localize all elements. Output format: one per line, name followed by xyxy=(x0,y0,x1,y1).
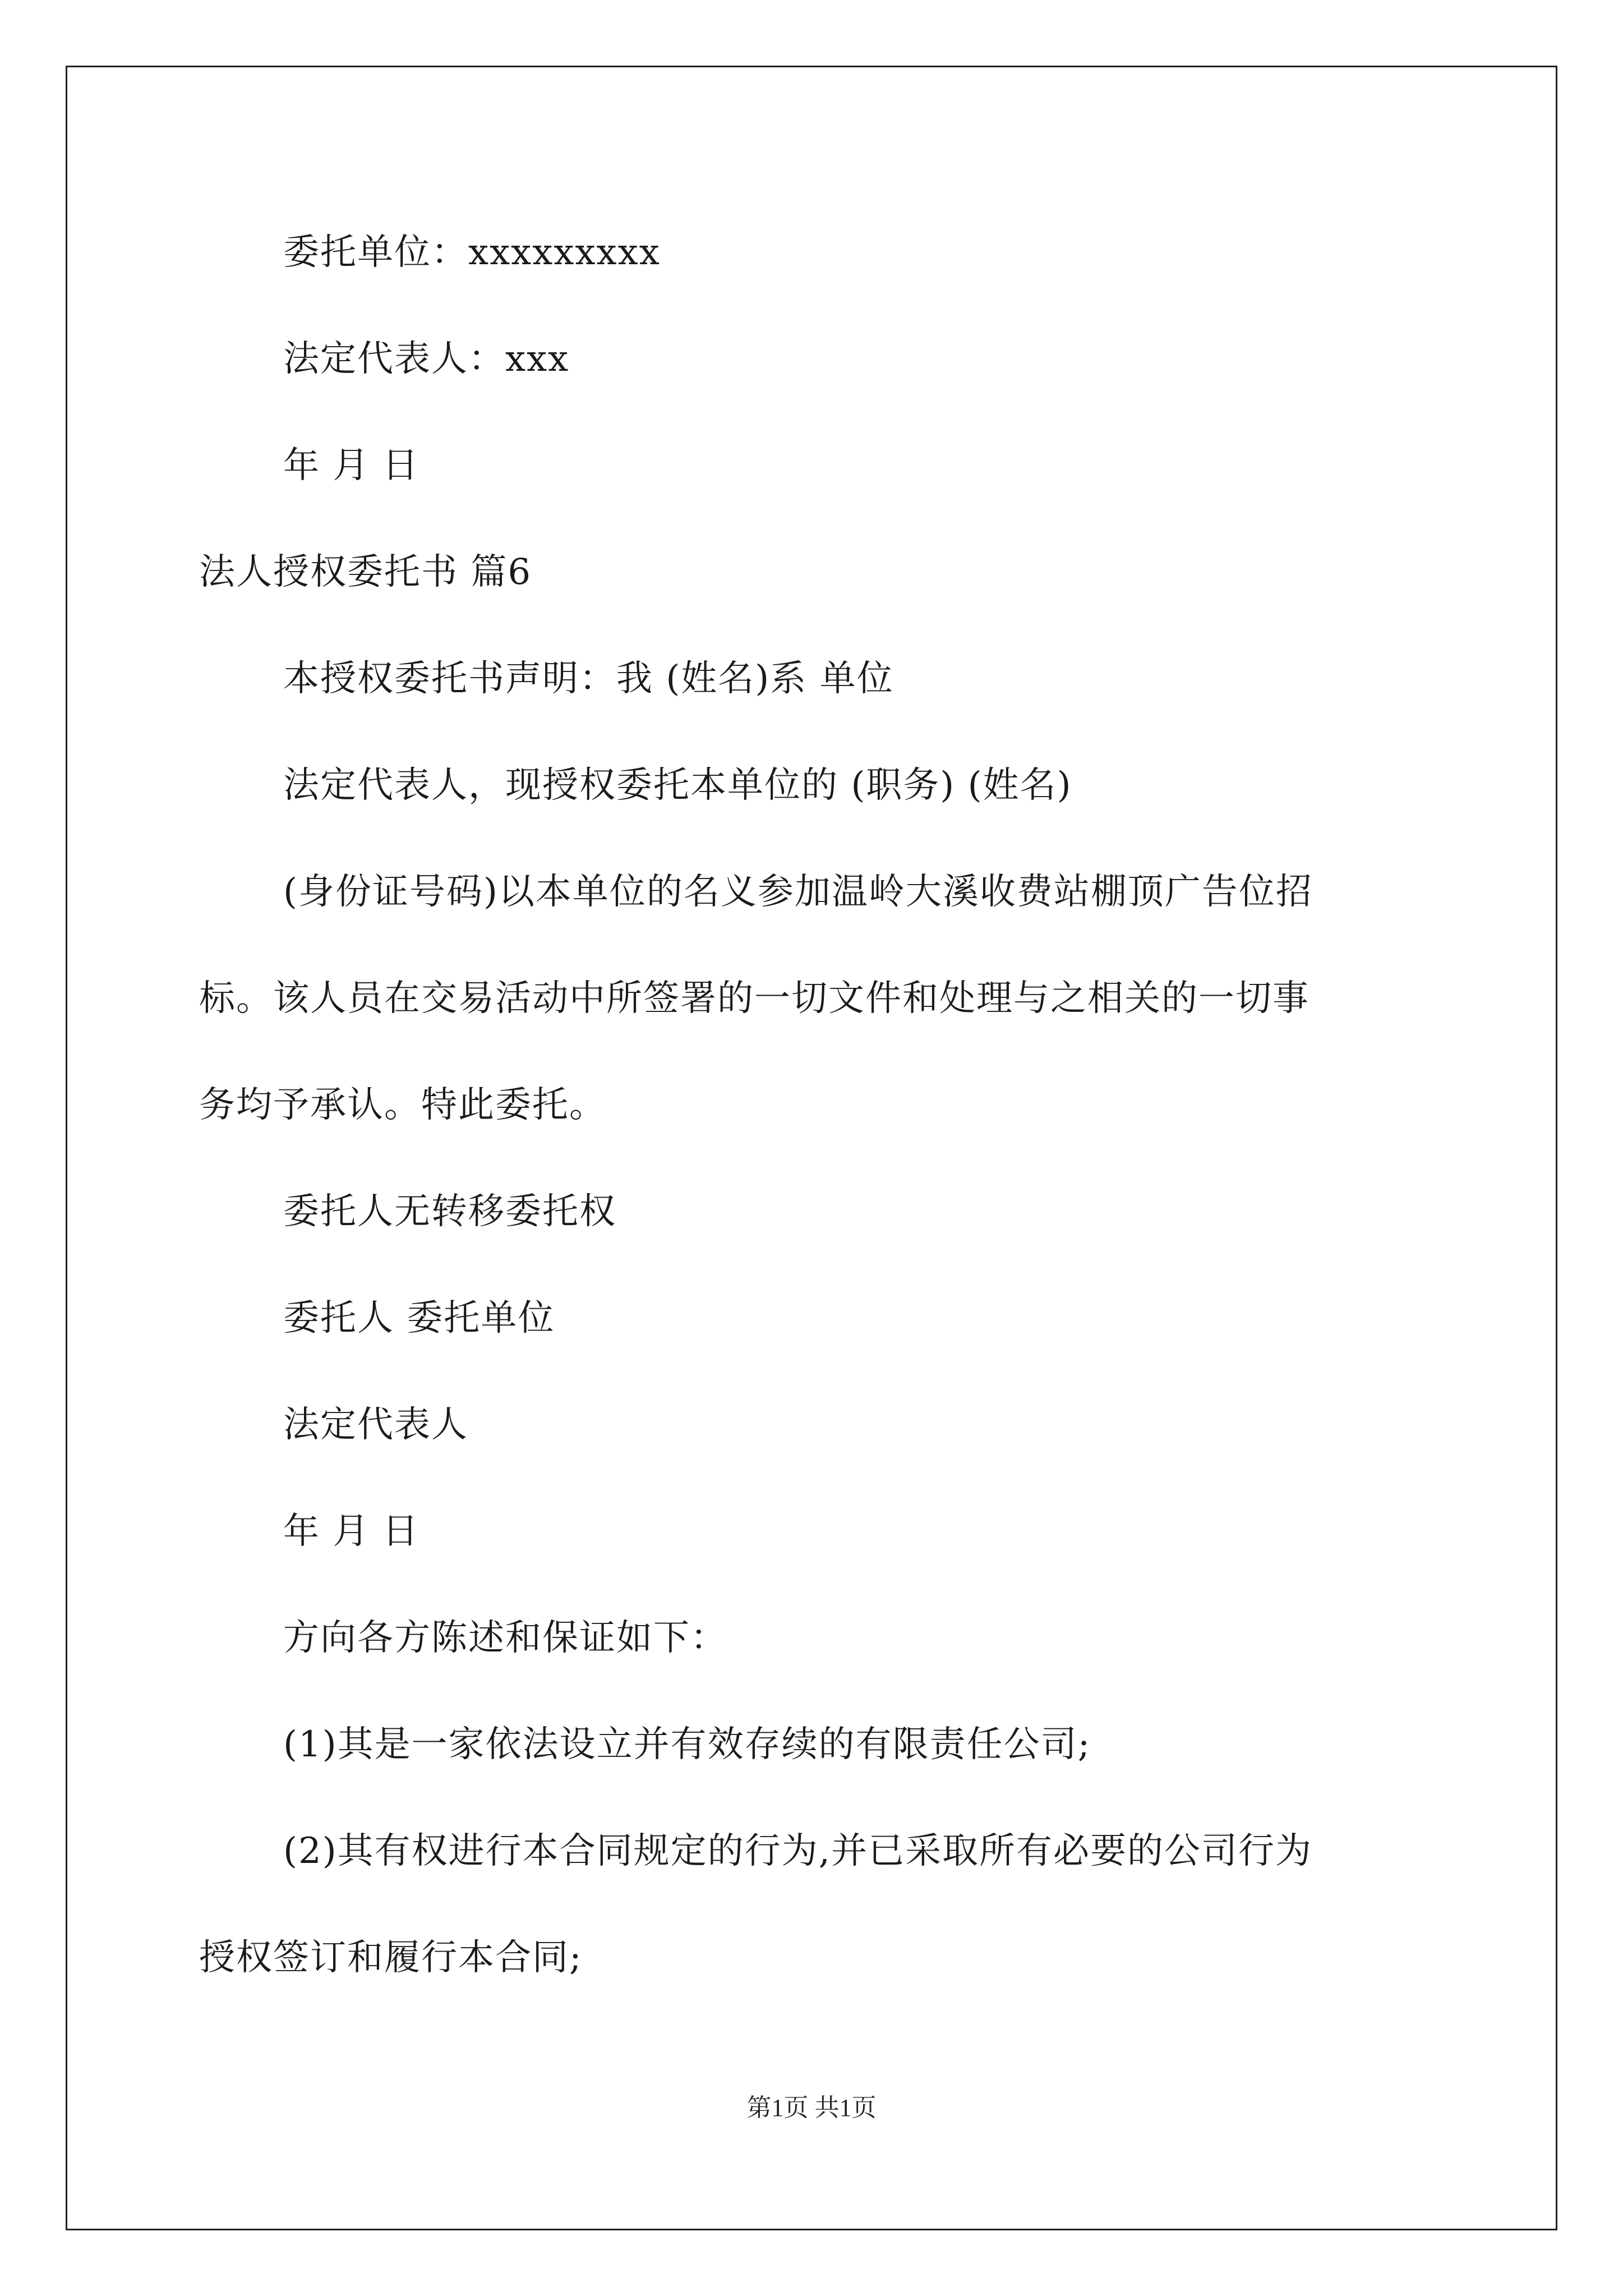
paragraph-line: 标。该人员在交易活动中所签署的一切文件和处理与之相关的一切事 xyxy=(199,978,1310,1019)
legal-rep-line: 法定代表人：xxx xyxy=(283,338,570,380)
clause-2-continued: 授权签订和履行本合同; xyxy=(199,1937,583,1978)
page-footer: 第1页 共1页 xyxy=(746,2094,877,2122)
statement-line: 本授权委托书声明：我 (姓名)系 单位 xyxy=(283,658,894,700)
signatory-line: 委托人 委托单位 xyxy=(283,1297,555,1339)
clause-1: (1)其是一家依法设立并有效存续的有限责任公司; xyxy=(283,1724,1091,1765)
legal-rep-signature-line: 法定代表人 xyxy=(283,1404,468,1446)
client-unit-line: 委托单位：xxxxxxxxx xyxy=(283,232,661,273)
authorization-line: 法定代表人，现授权委托本单位的 (职务) (姓名) xyxy=(283,765,1072,806)
date-line: 年 月 日 xyxy=(283,1511,419,1552)
no-transfer-line: 委托人无转移委托权 xyxy=(283,1191,616,1232)
date-line: 年 月 日 xyxy=(283,445,419,486)
page-border xyxy=(66,66,1557,2230)
section-heading: 法人授权委托书 篇6 xyxy=(199,551,532,593)
clause-2: (2)其有权进行本合同规定的行为,并已采取所有必要的公司行为 xyxy=(283,1830,1312,1872)
paragraph-line: (身份证号码)以本单位的名义参加温岭大溪收费站棚顶广告位招 xyxy=(283,871,1313,913)
representations-intro: 方向各方陈述和保证如下： xyxy=(283,1617,727,1659)
paragraph-line: 务均予承认。特此委托。 xyxy=(199,1084,606,1126)
